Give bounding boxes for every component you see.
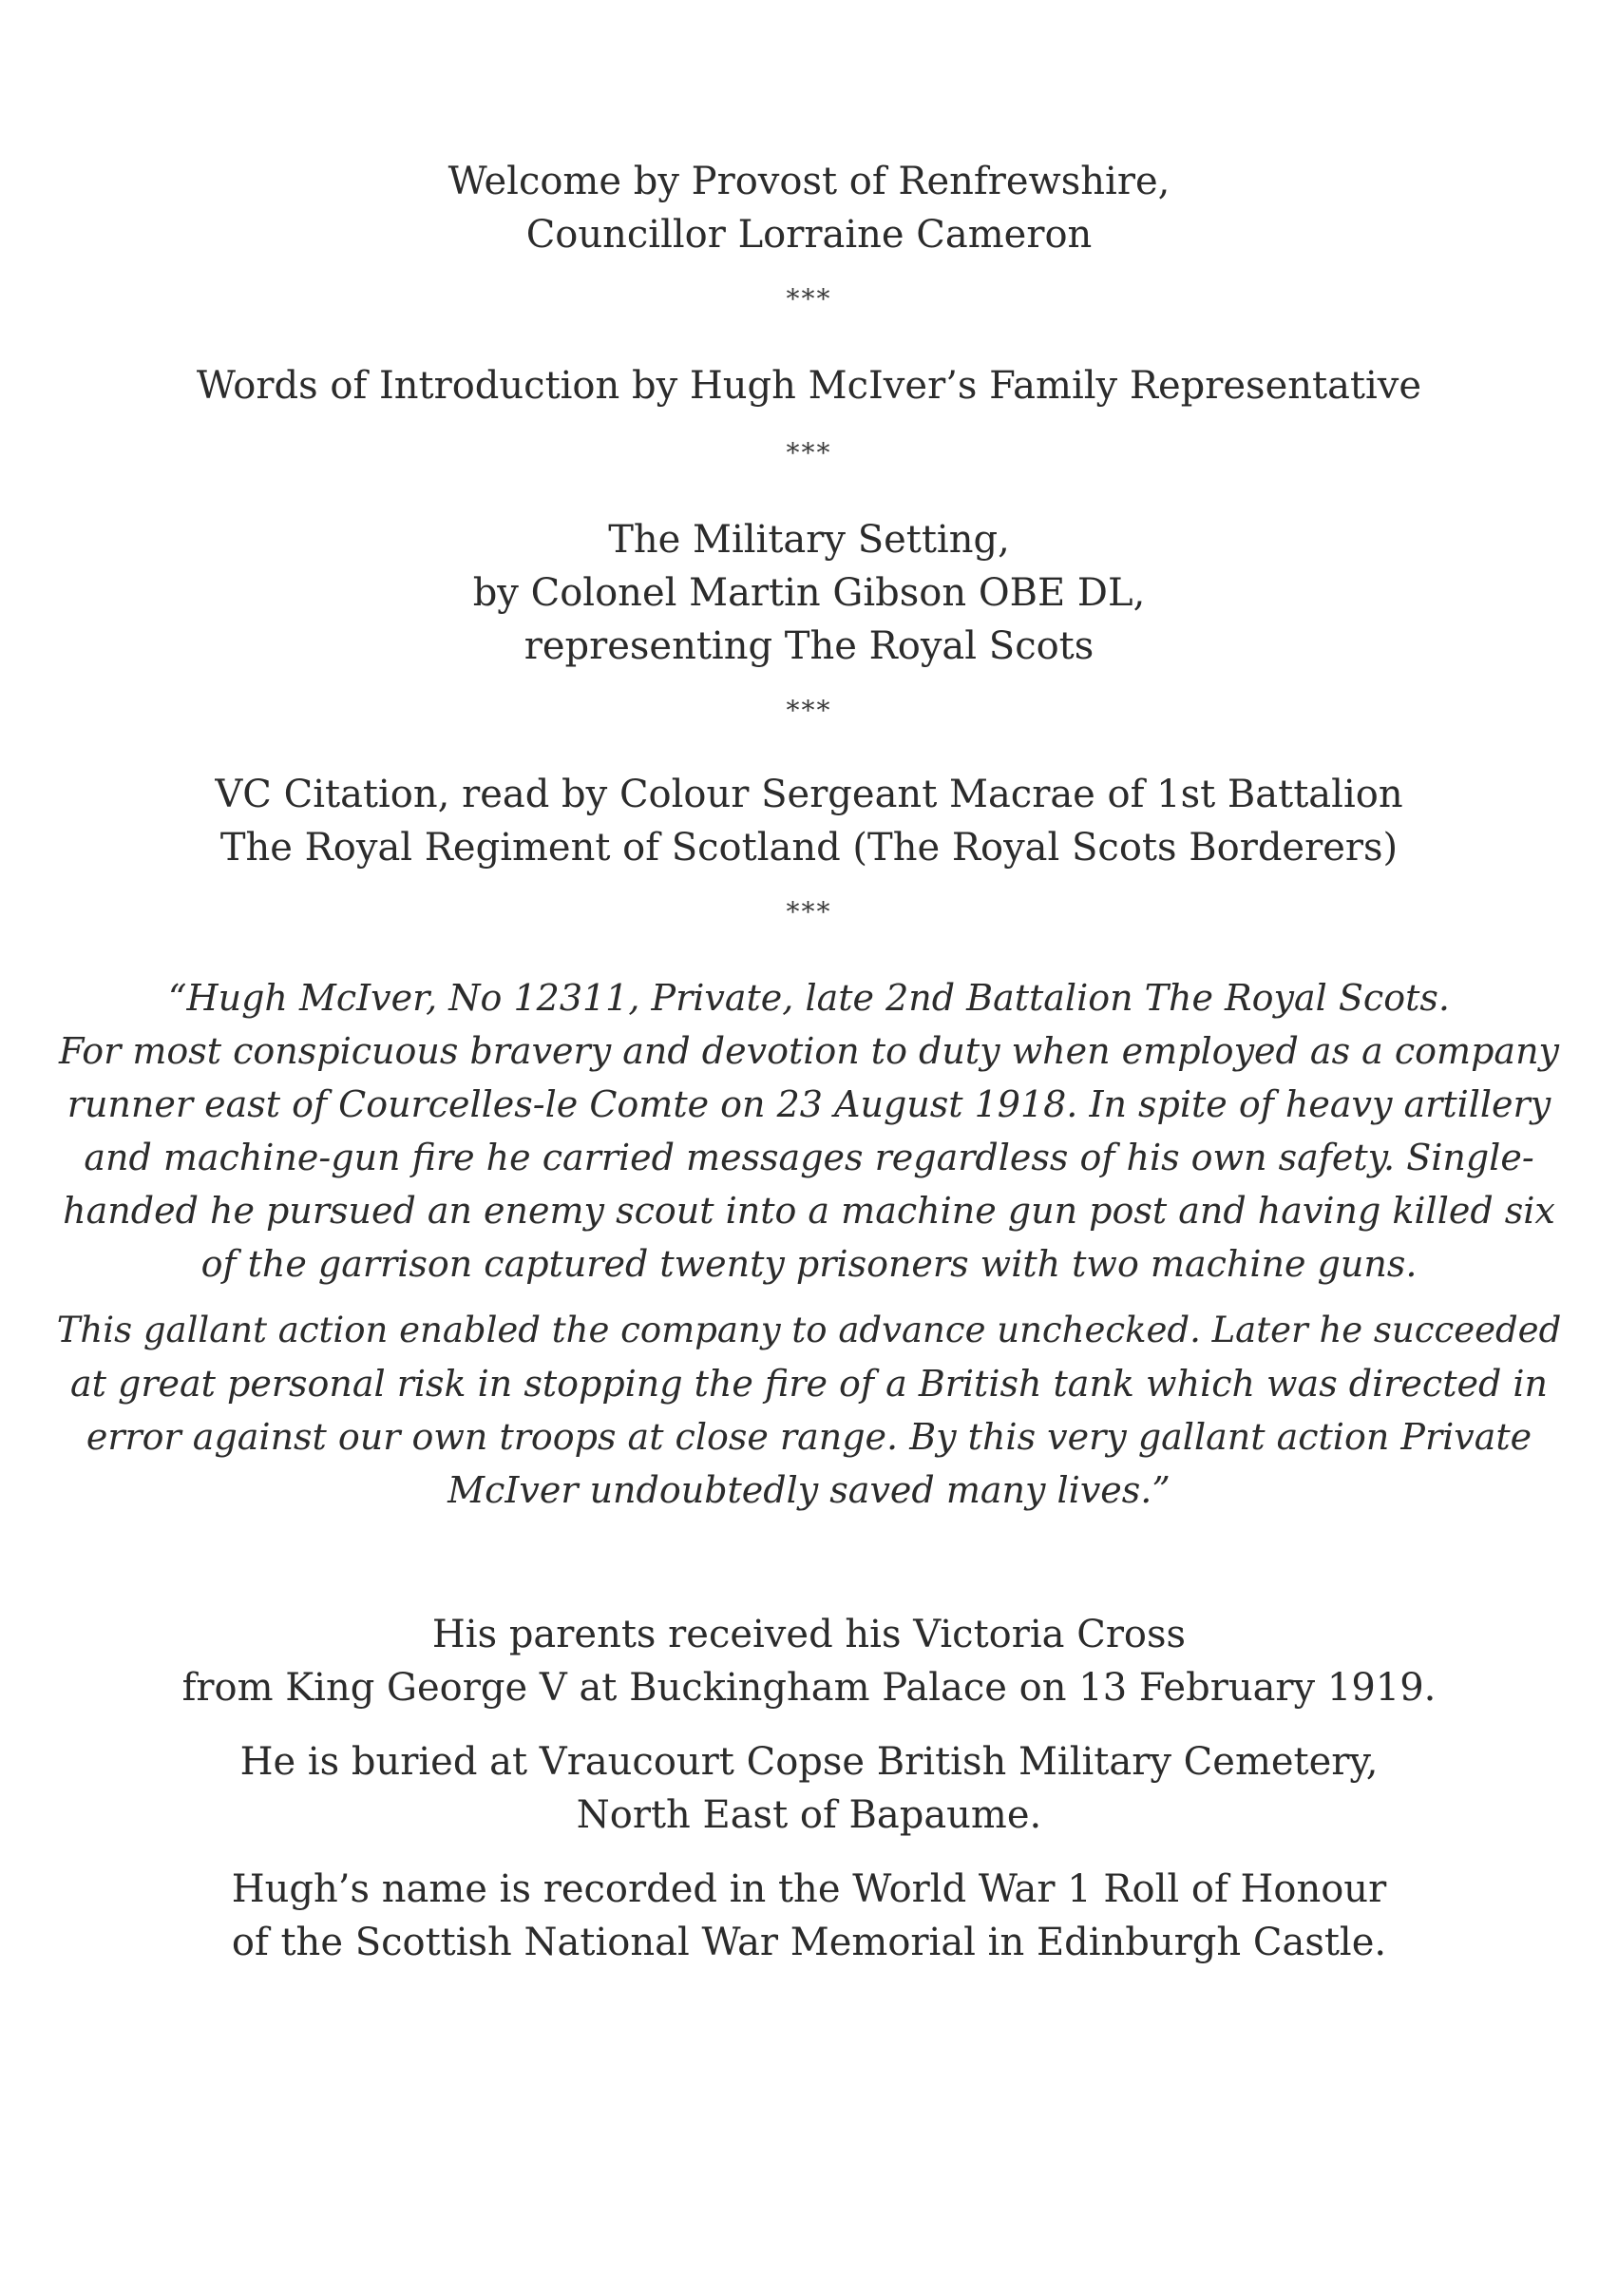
victoria-cross-section [0,1608,1618,1714]
separator-1: *** [786,283,832,315]
separator-4: *** [786,896,832,928]
burial-line-1: He is buried at Vraucourt Copse British Military Cemetery, [239,1740,1379,1784]
military-setting-line-3: representing The Royal Scots [523,624,1095,668]
victoria-cross-line-1: His parents received his Victoria Cross [431,1613,1187,1656]
separator-2: *** [786,437,832,469]
roll-of-honour-line-2: of the Scottish National War Memorial in Edinburgh Castle. [231,1921,1387,1964]
citation-line: at great personal risk in stopping the fire of a British tank which was directed in [70,1363,1548,1405]
military-setting-section [0,513,1618,673]
citation-paragraph-1 [0,971,1618,1291]
vc-citation-reading-section [0,768,1618,874]
citation-line: and machine-gun fire he carried messages regardless of his own safety. Single- [84,1137,1534,1178]
citation-line: handed he pursued an enemy scout into a machine gun post and having killed six [63,1190,1555,1232]
separator-3: *** [786,695,832,726]
roll-of-honour-section [0,1863,1618,1969]
roll-of-honour-line-1: Hugh’s name is recorded in the World War 1 Roll of Honour [231,1867,1387,1911]
burial-section [0,1735,1618,1842]
welcome-line-1: Welcome by Provost of Renfrewshire, [447,160,1171,203]
citation-line: McIver undoubtedly saved many lives.” [447,1469,1171,1511]
welcome-section [0,155,1618,261]
vc-citation-reading-line-2: The Royal Regiment of Scotland (The Royal Scots Borderers) [219,826,1399,870]
military-setting-line-1: The Military Setting, [608,518,1010,562]
welcome-line-2: Councillor Lorraine Cameron [525,213,1093,257]
citation-line: This gallant action enabled the company to advance unchecked. Later he succeeded [56,1310,1562,1350]
citation-line: For most conspicuous bravery and devotion to duty when employed as a company [58,1030,1560,1072]
introduction-line: Words of Introduction by Hugh McIver’s Family Representative [196,364,1422,408]
citation-line: runner east of Courcelles-le Comte on 23 August 1918. In spite of heavy artillery [67,1083,1551,1125]
citation-line: “Hugh McIver, No 12311, Private, late 2nd Battalion The Royal Scots. [168,977,1450,1019]
vc-citation-reading-line-1: VC Citation, read by Colour Sergeant Macrae of 1st Battalion [215,773,1403,816]
military-setting-line-2: by Colonel Martin Gibson OBE DL, [472,571,1146,615]
introduction-section [0,359,1618,412]
burial-line-2: North East of Bapaume. [576,1793,1042,1837]
citation-paragraph-2 [0,1304,1618,1517]
citation-line: of the garrison captured twenty prisoners with two machine guns. [200,1243,1418,1285]
victoria-cross-line-2: from King George V at Buckingham Palace on 13 February 1919. [181,1666,1437,1710]
citation-line: error against our own troops at close range. By this very gallant action Private [86,1416,1532,1458]
